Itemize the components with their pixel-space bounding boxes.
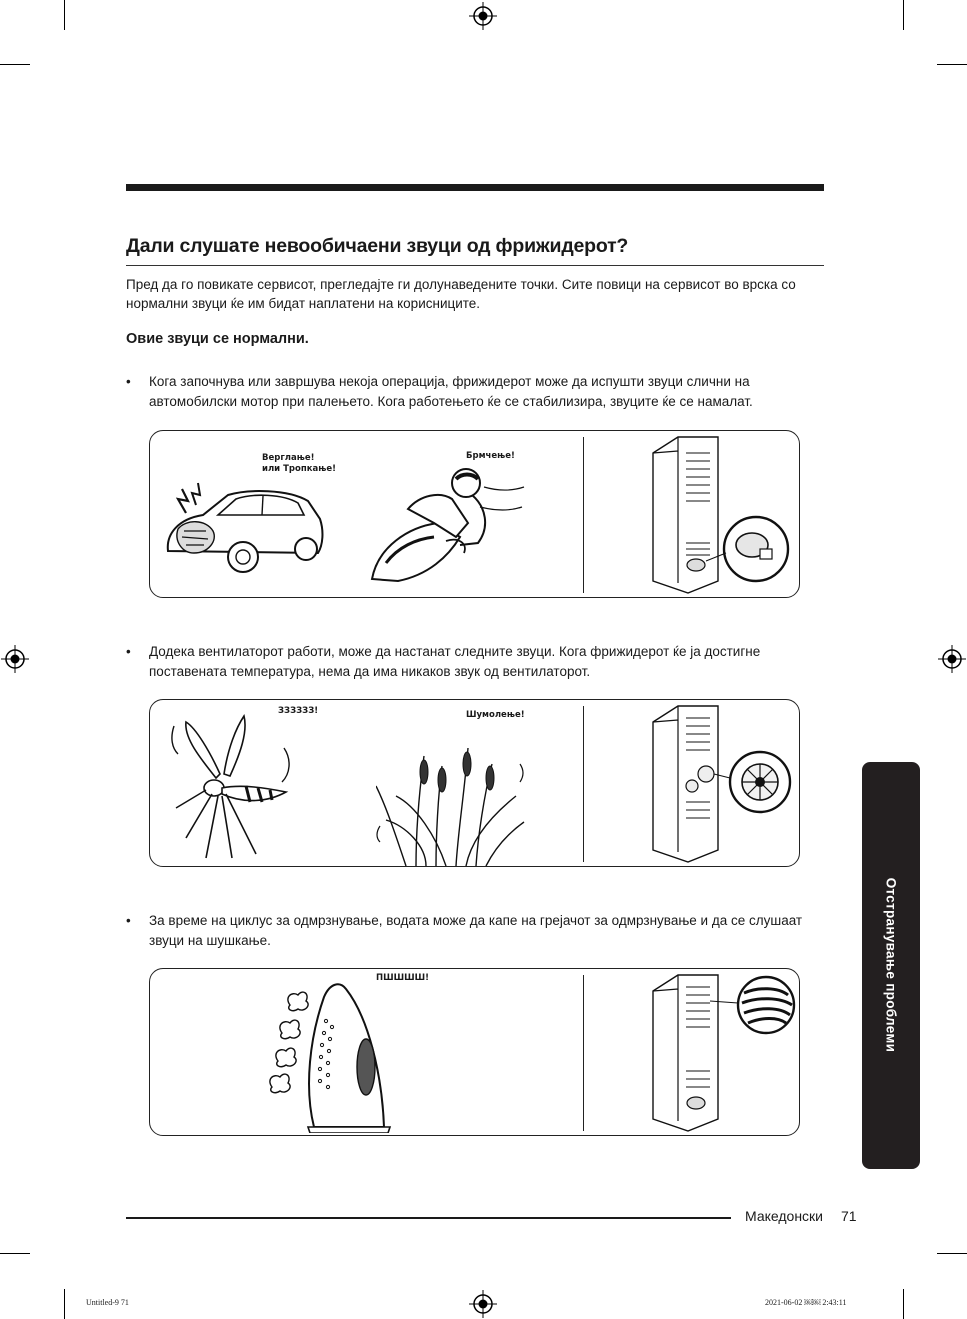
panel-divider: [583, 975, 584, 1131]
fridge-compressor-illustration: [648, 433, 798, 595]
side-tab-label: Отстранување проблеми: [883, 877, 899, 1053]
crop-mark: [64, 1289, 65, 1319]
bullet-item: [126, 642, 816, 682]
fridge-heater-illustration: [648, 971, 798, 1133]
sound-label: Шумолење!: [466, 710, 525, 720]
bullet-item: [126, 372, 816, 412]
bullet-text: Додека вентилаторот работи, може да настанат следните звуци. Кога фрижидерот ќе ја достигне поставената температура, нема да има никаков звук од вентилаторот.: [149, 644, 761, 679]
title-underline: [126, 265, 824, 266]
illustration-panel-engine: [149, 430, 800, 598]
car-illustration: [158, 479, 328, 579]
page-number: 71: [841, 1208, 857, 1224]
panel-divider: [583, 437, 584, 593]
bullet-item: [126, 911, 816, 951]
footer-language: Македонски: [745, 1208, 823, 1224]
sound-label: Брмчење!: [466, 451, 515, 461]
page-title: Дали слушате невообичаени звуци од фрижидерот?: [126, 235, 629, 257]
bullet-marker: •: [126, 913, 131, 928]
panel-divider: [583, 706, 584, 862]
mosquito-illustration: [166, 708, 296, 864]
crop-mark: [64, 0, 65, 30]
steam-iron-illustration: [268, 977, 392, 1133]
bullet-marker: •: [126, 374, 131, 389]
print-info-left: Untitled-9 71: [86, 1298, 129, 1307]
crop-mark: [937, 1253, 967, 1254]
subheading: Овие звуци се нормални.: [126, 331, 309, 347]
crop-mark: [0, 1253, 30, 1254]
registration-mark-icon: [1, 645, 29, 673]
sound-label: ЗЗЗЗЗЗ!: [278, 706, 319, 716]
sound-label: Верглање! или Тропкање!: [262, 453, 336, 474]
section-side-tab: [862, 762, 920, 1169]
crop-mark: [0, 64, 30, 65]
registration-mark-icon: [469, 2, 497, 30]
crop-mark: [903, 0, 904, 30]
motorbike-illustration: [368, 467, 528, 585]
intro-paragraph: Пред да го повикате сервисот, прегледајте ги долунаведените точки. Сите повици на сервисот во врска со нормални звуци ќе им бидат наплатени на корисниците.: [126, 277, 796, 311]
registration-mark-icon: [469, 1290, 497, 1318]
footer-rule: [126, 1217, 731, 1219]
crop-mark: [937, 64, 967, 65]
registration-mark-icon: [938, 645, 966, 673]
bullet-marker: •: [126, 644, 131, 659]
print-info-right: 2021-06-02 ￼￼ 2:43:11: [765, 1298, 847, 1307]
fridge-fan-illustration: [648, 702, 798, 864]
illustration-panel-defrost: [149, 968, 800, 1136]
sound-label: ПШШШШ!: [376, 973, 429, 983]
illustration-panel-fan: [149, 699, 800, 867]
reeds-illustration: [376, 736, 526, 866]
bullet-text: За време на циклус за одмрзнување, водата може да капе на грејачот за одмрзнување и да се слушаат звуци на шушкање.: [149, 913, 803, 948]
crop-mark: [903, 1289, 904, 1319]
bullet-text: Кога започнува или завршува некоја операција, фрижидерот може да испушти звуци слични на автомобилски мотор при палењето. Кога работењето ќе се стабилизира, звуците ќе се намалат.: [149, 374, 753, 409]
section-top-bar: [126, 184, 824, 191]
